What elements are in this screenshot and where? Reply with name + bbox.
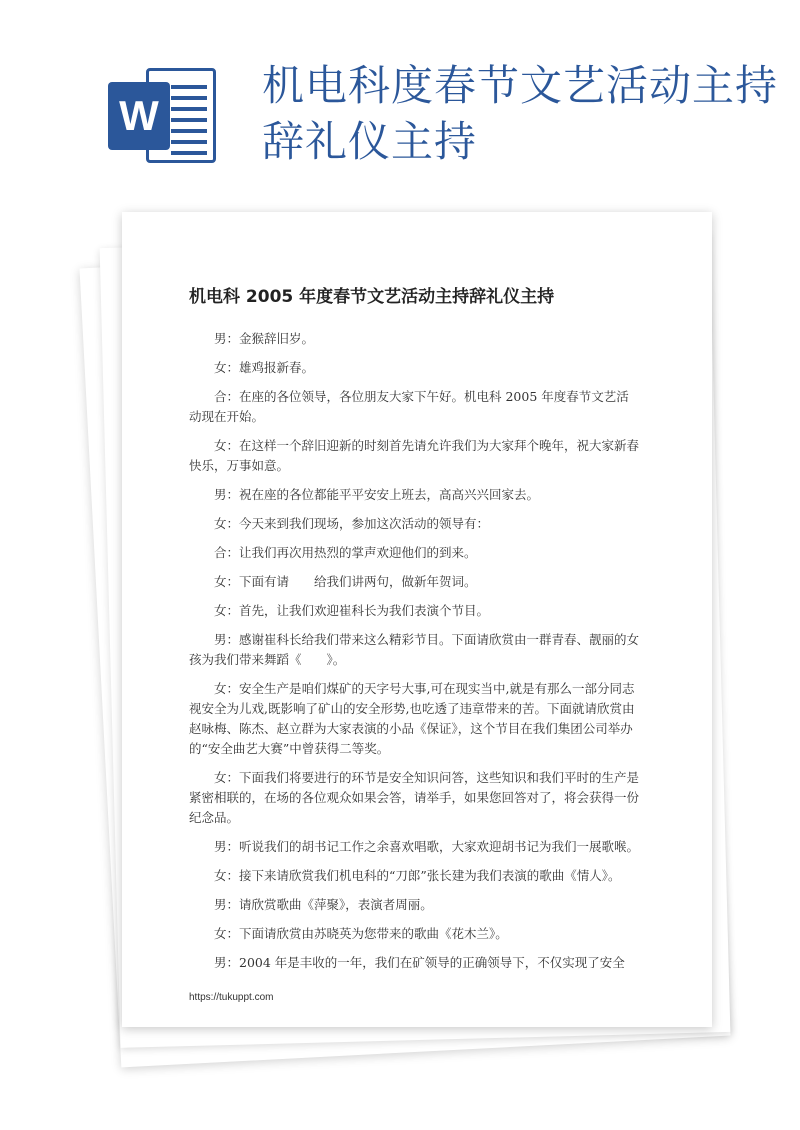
- paragraph: 男：请欣赏歌曲《萍聚》，表演者周丽。: [214, 897, 433, 912]
- word-document-icon: [108, 68, 218, 163]
- paragraph: 女：下面请欣赏由苏晓英为您带来的歌曲《花木兰》。: [214, 926, 508, 941]
- paragraph: 女：今天来到我们现场，参加这次活动的领导有：: [214, 516, 490, 531]
- document-title: 机电科 2005 年度春节文艺活动主持辞礼仪主持: [189, 287, 555, 307]
- paragraph: 男：感谢崔科长给我们带来这么精彩节目。下面请欣赏由一群青春、靓丽的女孩为我们带来舞蹈《 》。: [189, 632, 640, 667]
- word-letter-badge: W: [108, 82, 170, 150]
- paragraph: 男：2004 年是丰收的一年，我们在矿领导的正确领导下，不仅实现了安全: [214, 955, 625, 970]
- paragraph: 女：下面有请 给我们讲两句，做新年贺词。: [214, 574, 477, 589]
- footer-url[interactable]: https://tukuppt.com: [189, 992, 274, 1003]
- paragraph: 男：金猴辞旧岁。: [214, 331, 315, 346]
- paragraph: 女：安全生产是咱们煤矿的天字号大事,可在现实当中,就是有那么一部分同志视安全为儿戏,既影响了矿山的安全形势,也吃透了违章带来的苦。下面就请欣赏由赵咏梅、陈杰、赵立群为大家表演的小品《保证》，这个节目在我们集团公司举办的“安全曲艺大赛”中曾获得二等奖。: [189, 681, 635, 756]
- paragraph: 男：听说我们的胡书记工作之余喜欢唱歌，大家欢迎胡书记为我们一展歌喉。: [214, 839, 640, 854]
- paragraph: 合：在座的各位领导，各位朋友大家下午好。机电科 2005 年度春节文艺活动现在开始。: [189, 389, 629, 424]
- page-title: 机电科度春节文艺活动主持辞礼仪主持: [262, 61, 779, 166]
- document-page: [122, 212, 712, 1027]
- paragraph: 女：雄鸡报新春。: [214, 360, 315, 375]
- paragraph: 女：接下来请欣赏我们机电科的“刀郎”张长建为我们表演的歌曲《情人》。: [214, 868, 621, 883]
- paragraph: 女：在这样一个辞旧迎新的时刻首先请允许我们为大家拜个晚年，祝大家新春快乐，万事如意。: [189, 438, 640, 473]
- paragraph: 女：首先，让我们欢迎崔科长为我们表演个节目。: [214, 603, 490, 618]
- paragraph: 女：下面我们将要进行的环节是安全知识问答，这些知识和我们平时的生产是紧密相联的，在场的各位观众如果会答，请举手，如果您回答对了，将会获得一份纪念品。: [189, 770, 640, 825]
- paragraph: 合：让我们再次用热烈的掌声欢迎他们的到来。: [214, 545, 477, 560]
- header: [0, 0, 800, 200]
- paragraph: 男：祝在座的各位都能平平安安上班去，高高兴兴回家去。: [214, 487, 540, 502]
- document-body: [189, 329, 641, 982]
